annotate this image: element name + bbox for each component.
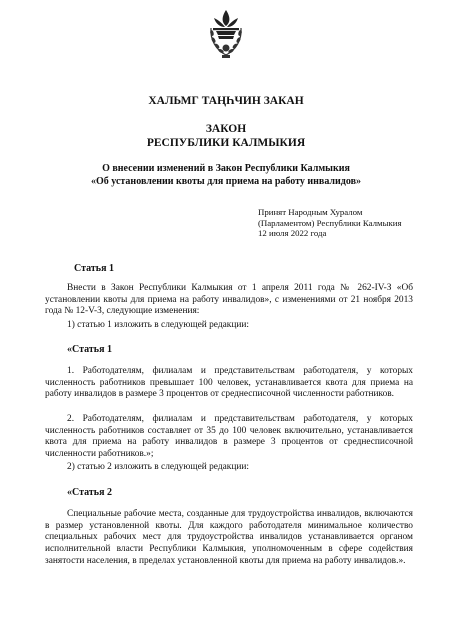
republic-emblem-icon — [208, 8, 244, 60]
quoted-article-2-text: Специальные рабочие места, созданные для трудоустройства инвалидов, включаются в размер установленной квоты. Для каждого работодателя минимальное количество специальных рабочих мест для трудоустройства инвалидов устанавливается органом исполнительной власти Республики Калмыкия, уполномоченным в сфере содействия занятости населения, в пределах установленной квоты для приема на работу инвалидов.». — [45, 509, 413, 566]
adoption-line1: Принят Народным Хуралом — [258, 207, 363, 217]
quoted-article-1-heading: «Статья 1 — [67, 344, 112, 355]
amendment-item-2: 2) статью 2 изложить в следующей редакции: — [67, 462, 249, 472]
adoption-date: 12 июля 2022 года — [258, 228, 327, 238]
adoption-block — [258, 207, 402, 239]
subtitle-line2: «Об установлении квоты для приема на работу инвалидов» — [90, 176, 362, 187]
amendment-item-1: 1) статью 1 изложить в следующей редакции: — [67, 320, 249, 330]
subtitle-line1: О внесении изменений в Закон Республики Калмыкия — [102, 163, 350, 174]
article-1-intro: Внести в Закон Республики Калмыкия от 1 апреля 2011 года № 262-IV-З «Об установлении квоты для приема на работу инвалидов», с изменениями от 21 ноября 2013 года № 12-V-З, следующие изменения: — [45, 283, 413, 317]
quoted-paragraph-2: 2. Работодателям, филиалам и представительствам работодателя, у которых численность работников составляет от 35 до 100 человек включительно, устанавливается квота для приема на работу инвалидов в размере 3 процентов от среднесписочной численности работников.»; — [45, 414, 413, 460]
quoted-article-2-heading: «Статья 2 — [67, 487, 112, 498]
quoted-paragraph-1: 1. Работодателям, филиалам и представительствам работодателя, у которых численность работников превышает 100 человек, устанавливается квота для приема на работу инвалидов в размере 3 процентов от среднесписочной численности работников. — [45, 366, 413, 400]
law-title-line1: ЗАКОН — [205, 123, 247, 135]
adoption-line2: (Парламентом) Республики Калмыкия — [258, 217, 402, 228]
kalmyk-title: ХАЛЬМГ ТАҢҺЧИН ЗАКАН — [148, 95, 304, 107]
law-title-line2: РЕСПУБЛИКИ КАЛМЫКИЯ — [146, 137, 306, 149]
article-1-heading: Статья 1 — [74, 263, 114, 274]
